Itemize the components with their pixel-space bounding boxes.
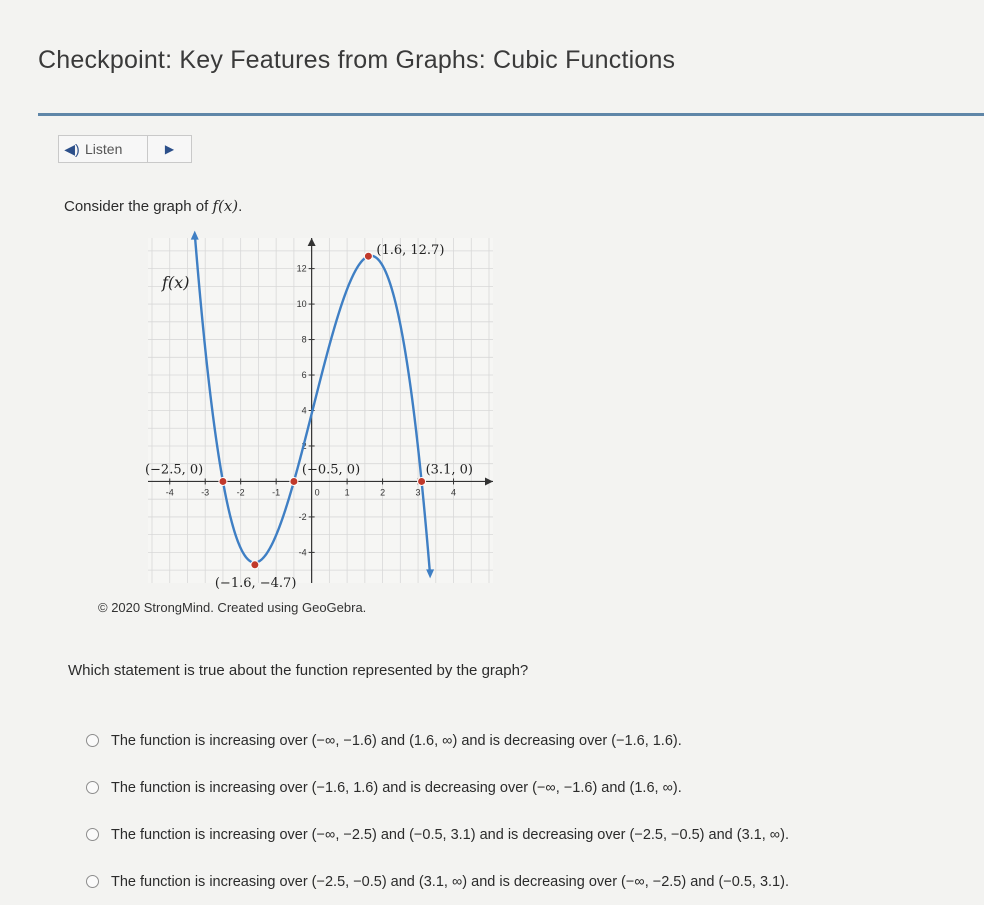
cubic-graph (144, 238, 493, 591)
answer-option-1[interactable] (86, 717, 789, 764)
x-tick-label: 1 (344, 487, 350, 498)
x-tick-label: -4 (165, 487, 174, 498)
key-point (290, 477, 298, 485)
page-title: Checkpoint: Key Features from Graphs: Cubic Functions (38, 46, 676, 74)
answer-option-2[interactable] (86, 764, 789, 811)
y-tick-label: 12 (296, 263, 307, 274)
y-tick-label: 6 (301, 370, 307, 381)
option-text: The function is increasing over (−1.6, 1.6) and is decreasing over (−∞, −1.6) and (1.6, ∞). (111, 779, 682, 796)
answer-option-4[interactable] (86, 858, 789, 905)
origin-label: 0 (314, 487, 320, 498)
option-text: The function is increasing over (−∞, −2.5) and (−0.5, 3.1) and is decreasing over (−2.5, −0.5) and (3.1, ∞). (111, 826, 789, 843)
title-divider (38, 113, 984, 116)
y-tick-label: 10 (296, 299, 307, 310)
radio-button[interactable] (86, 781, 99, 794)
answer-options (86, 717, 789, 905)
prompt-function: f(x) (212, 197, 239, 215)
y-tick-label: -2 (298, 511, 307, 522)
radio-button[interactable] (86, 828, 99, 841)
question-text: Which statement is true about the function represented by the graph? (68, 662, 529, 679)
listen-button[interactable] (58, 135, 192, 163)
x-tick-label: -1 (272, 487, 281, 498)
y-tick-label: 4 (301, 405, 307, 416)
key-point (364, 252, 372, 260)
y-axis-label: f(x) (162, 273, 190, 292)
key-point-label: (−2.5, 0) (144, 462, 204, 478)
x-tick-label: -2 (236, 487, 245, 498)
radio-button[interactable] (86, 875, 99, 888)
play-icon[interactable]: ▶ (164, 142, 175, 156)
key-point-label: (−0.5, 0) (301, 462, 361, 478)
key-point (219, 477, 227, 485)
option-text: The function is increasing over (−2.5, −0.5) and (3.1, ∞) and is decreasing over (−∞, −2.5) and (−0.5, 3.1). (111, 873, 789, 890)
key-point-label: (3.1, 0) (425, 462, 473, 478)
x-tick-label: 4 (451, 487, 457, 498)
key-point (251, 561, 259, 569)
listen-label: Listen (85, 141, 123, 157)
radio-button[interactable] (86, 734, 99, 747)
x-tick-label: 2 (380, 487, 386, 498)
key-point (418, 477, 426, 485)
curve-arrow-left (191, 231, 199, 240)
prompt-end: . (238, 198, 243, 215)
prompt-text (64, 197, 242, 215)
x-tick-label: 3 (415, 487, 421, 498)
key-point-label: (1.6, 12.7) (376, 243, 445, 259)
answer-option-3[interactable] (86, 811, 789, 858)
y-tick-label: 2 (301, 440, 307, 451)
y-tick-label: 8 (301, 334, 307, 345)
prompt-lead: Consider the graph of (64, 198, 209, 215)
speaker-icon: ◀) (64, 140, 80, 157)
y-tick-label: -4 (298, 547, 307, 558)
option-text: The function is increasing over (−∞, −1.6) and (1.6, ∞) and is decreasing over (−1.6, 1.6). (111, 732, 682, 749)
image-credit: © 2020 StrongMind. Created using GeoGebra. (98, 600, 367, 615)
x-tick-label: -3 (201, 487, 210, 498)
key-point-label: (−1.6, −4.7) (214, 575, 297, 591)
